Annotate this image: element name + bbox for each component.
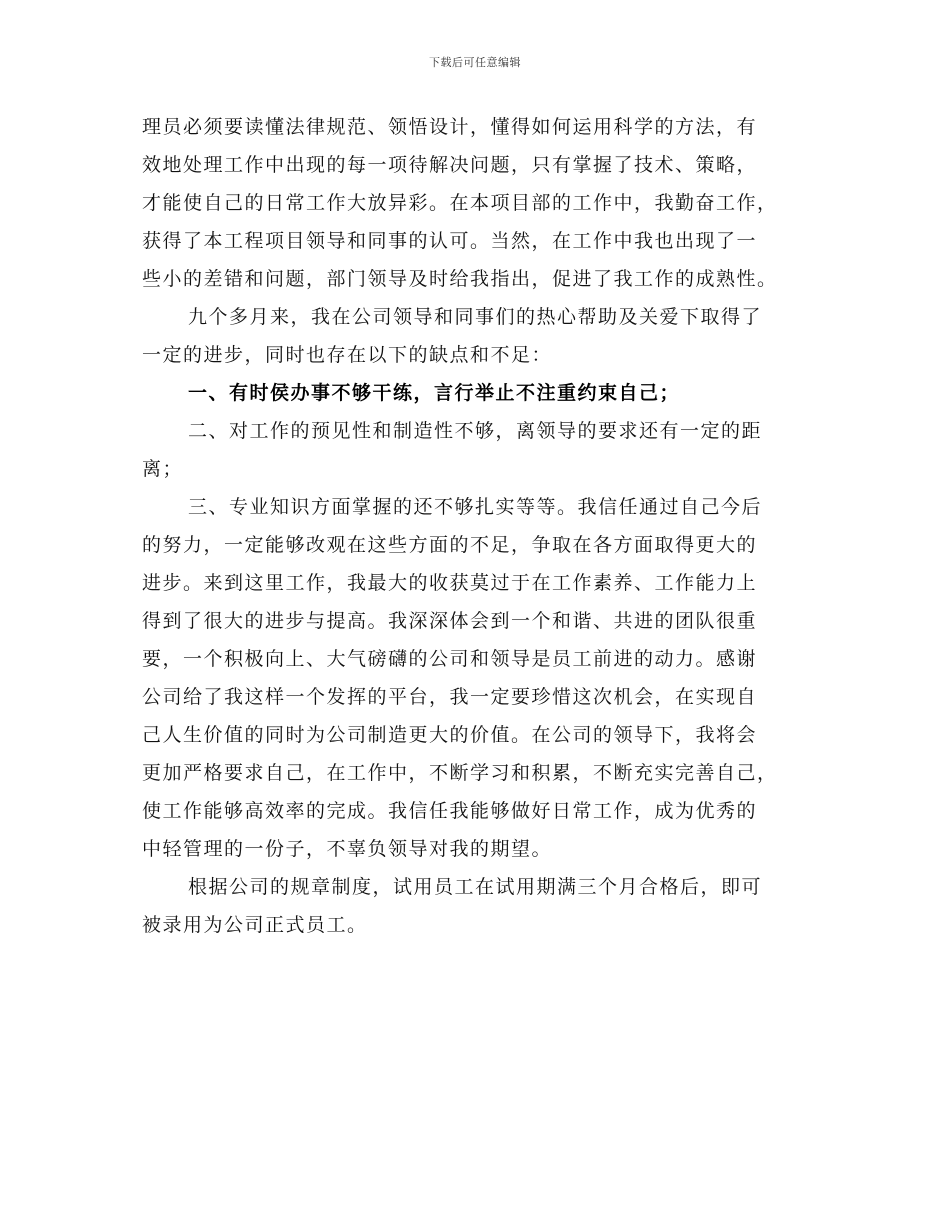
text-line: 才能使自己的日常工作大放异彩。在本项目部的工作中，我勤奋工作， <box>142 192 778 214</box>
text-line: 二、对工作的预见性和制造性不够，离领导的要求还有一定的距 <box>188 420 763 442</box>
text-line: 进步。来到这里工作，我最大的收获莫过于在工作素养、工作能力上 <box>142 572 758 594</box>
text-line: 获得了本工程项目领导和同事的认可。当然，在工作中我也出现了一 <box>142 230 758 252</box>
document-body <box>142 108 808 944</box>
text-line: 的努力，一定能够改观在这些方面的不足，争取在各方面取得更大的 <box>142 534 758 556</box>
text-line: 九个多月来，我在公司领导和同事们的热心帮助及关爱下取得了 <box>188 306 763 328</box>
text-line: 一定的进步，同时也存在以下的缺点和不足： <box>142 344 553 366</box>
text-line: 离； <box>142 458 184 480</box>
page-header-note: 下载后可任意编辑 <box>429 56 521 69</box>
text-line: 要，一个积极向上、大气磅礴的公司和领导是员工前进的动力。感谢 <box>142 648 758 670</box>
text-line: 些小的差错和问题，部门领导及时给我指出，促进了我工作的成熟性。 <box>142 268 778 290</box>
text-line: 根据公司的规章制度，试用员工在试用期满三个月合格后，即可 <box>188 876 763 898</box>
text-line: 理员必须要读懂法律规范、领悟设计，懂得如何运用科学的方法，有 <box>142 116 758 138</box>
text-line: 己人生价值的同时为公司制造更大的价值。在公司的领导下，我将会 <box>142 724 758 746</box>
text-line: 中轻管理的一份子，不辜负领导对我的期望。 <box>142 838 553 860</box>
text-line: 被录用为公司正式员工。 <box>142 914 368 936</box>
text-line: 公司给了我这样一个发挥的平台，我一定要珍惜这次机会，在实现自 <box>142 686 758 708</box>
text-line: 效地处理工作中出现的每一项待解决问题，只有掌握了技术、策略， <box>142 154 758 176</box>
bold-heading-line: 一、有时侯办事不够干练，言行举止不注重约束自己； <box>188 382 681 404</box>
text-line: 三、专业知识方面掌握的还不够扎实等等。我信任通过自己今后 <box>188 496 763 518</box>
text-line: 更加严格要求自己，在工作中，不断学习和积累，不断充实完善自己， <box>142 762 778 784</box>
text-line: 使工作能够高效率的完成。我信任我能够做好日常工作，成为优秀的 <box>142 800 758 822</box>
text-line: 得到了很大的进步与提高。我深深体会到一个和谐、共进的团队很重 <box>142 610 758 632</box>
